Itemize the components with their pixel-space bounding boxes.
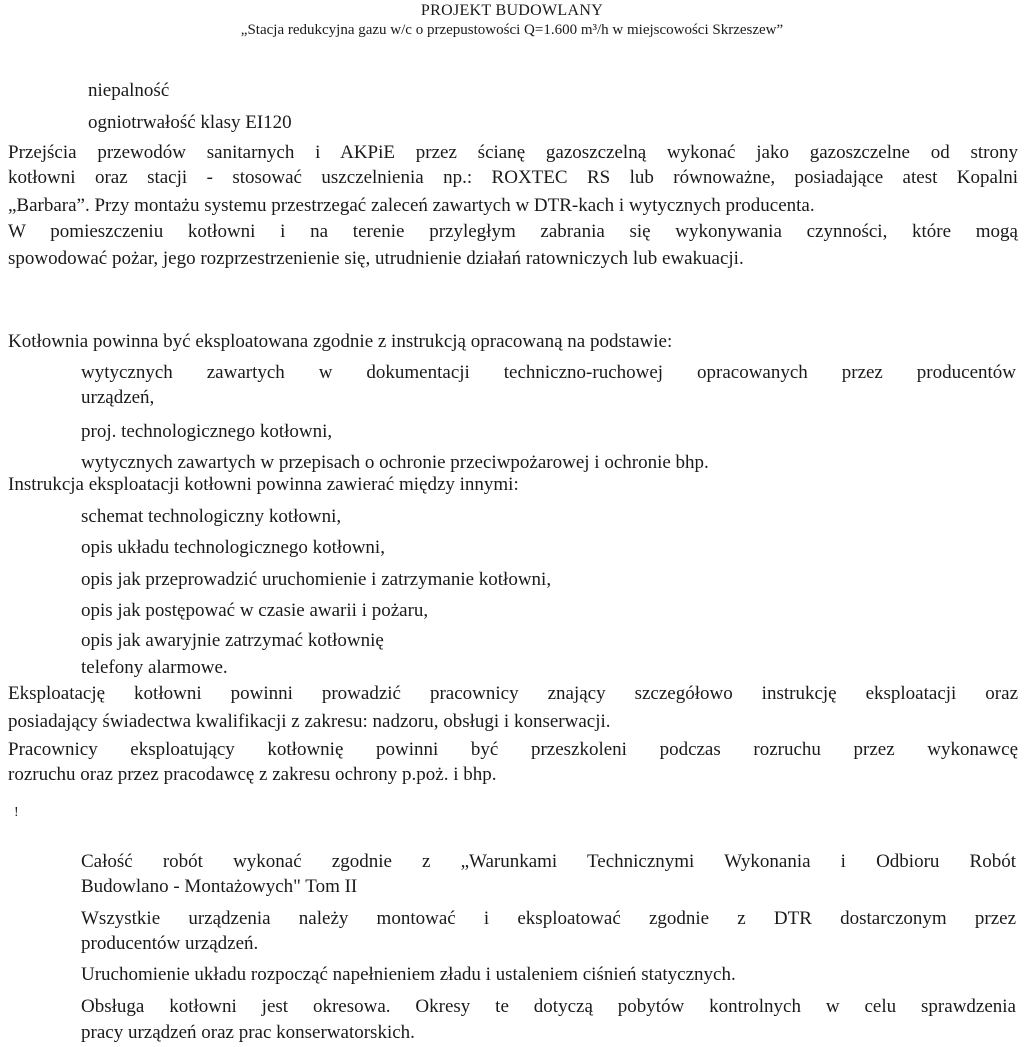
list-item: telefony alarmowe. <box>81 657 228 678</box>
paragraph-line: „Barbara”. Przy montażu systemu przestrzegać zaleceń zawartych w DTR-kach i wytycznych producenta. <box>8 195 815 216</box>
paragraph-line: posiadający świadectwa kwalifikacji z zakresu: nadzoru, obsługi i konserwacji. <box>8 711 611 732</box>
list-item: Uruchomienie układu rozpocząć napełnieniem zładu i ustaleniem ciśnień statycznych. <box>81 964 736 985</box>
paragraph-line: Instrukcja eksploatacji kotłowni powinna zawierać między innymi: <box>8 474 519 495</box>
list-item: urządzeń, <box>81 387 155 408</box>
list-item-fire-resistance: ogniotrwałość klasy EI120 <box>88 112 292 133</box>
list-item: wytycznych zawartych w przepisach o ochronie przeciwpożarowej i ochronie bhp. <box>81 452 709 473</box>
paragraph-line: W pomieszczeniu kotłowni i na terenie przyległym zabrania się wykonywania czynności, które mogą <box>8 221 1018 242</box>
paragraph-line: Pracownicy eksploatujący kotłownię powinni być przeszkoleni podczas rozruchu przez wykonawcę <box>8 739 1018 760</box>
header-subtitle: „Stacja redukcyjna gazu w/c o przepustowości Q=1.600 m³/h w miejscowości Skrzeszew” <box>240 22 784 38</box>
list-item: Budowlano - Montażowych" Tom II <box>81 876 358 897</box>
list-item: Wszystkie urządzenia należy montować i eksploatować zgodnie z DTR dostarczonym przez <box>81 908 1016 929</box>
list-item: Obsługa kotłowni jest okresowa. Okresy te dotyczą pobytów kontrolnych w celu sprawdzenia <box>81 996 1016 1017</box>
list-item: schemat technologiczny kotłowni, <box>81 506 342 527</box>
paragraph-line: Eksploatację kotłowni powinni prowadzić pracownicy znający szczegółowo instrukcję eksploatacji oraz <box>8 683 1018 704</box>
list-item: opis jak postępować w czasie awarii i pożaru, <box>81 600 429 621</box>
list-item: opis układu technologicznego kotłowni, <box>81 537 385 558</box>
paragraph-line: rozruchu oraz przez pracodawcę z zakresu ochrony p.poż. i bhp. <box>8 764 497 785</box>
list-item: opis jak awaryjnie zatrzymać kotłownię <box>81 630 384 651</box>
header-title: PROJEKT BUDOWLANY <box>420 2 604 19</box>
list-item: opis jak przeprowadzić uruchomienie i zatrzymanie kotłowni, <box>81 569 552 590</box>
paragraph-line: kotłowni oraz stacji - stosować uszczelnienia np.: ROXTEC RS lub równoważne, posiadające atest Kopalni <box>8 167 1018 188</box>
list-item: producentów urządzeń. <box>81 933 259 954</box>
stray-mark: ! <box>14 805 19 820</box>
paragraph-line: Kotłownia powinna być eksploatowana zgodnie z instrukcją opracowaną na podstawie: <box>8 331 673 352</box>
list-item: Całość robót wykonać zgodnie z „Warunkami Technicznymi Wykonania i Odbioru Robót <box>81 851 1016 872</box>
list-item: wytycznych zawartych w dokumentacji techniczno-ruchowej opracowanych przez producentów <box>81 362 1016 383</box>
list-item-nonflammability: niepalność <box>88 80 170 101</box>
list-item: proj. technologicznego kotłowni, <box>81 421 333 442</box>
list-item: pracy urządzeń oraz prac konserwatorskich. <box>81 1022 415 1043</box>
paragraph-line: Przejścia przewodów sanitarnych i AKPiE przez ścianę gazoszczelną wykonać jako gazoszczelne od strony <box>8 142 1018 163</box>
paragraph-line: spowodować pożar, jego rozprzestrzenienie się, utrudnienie działań ratowniczych lub ewakuacji. <box>8 248 744 269</box>
